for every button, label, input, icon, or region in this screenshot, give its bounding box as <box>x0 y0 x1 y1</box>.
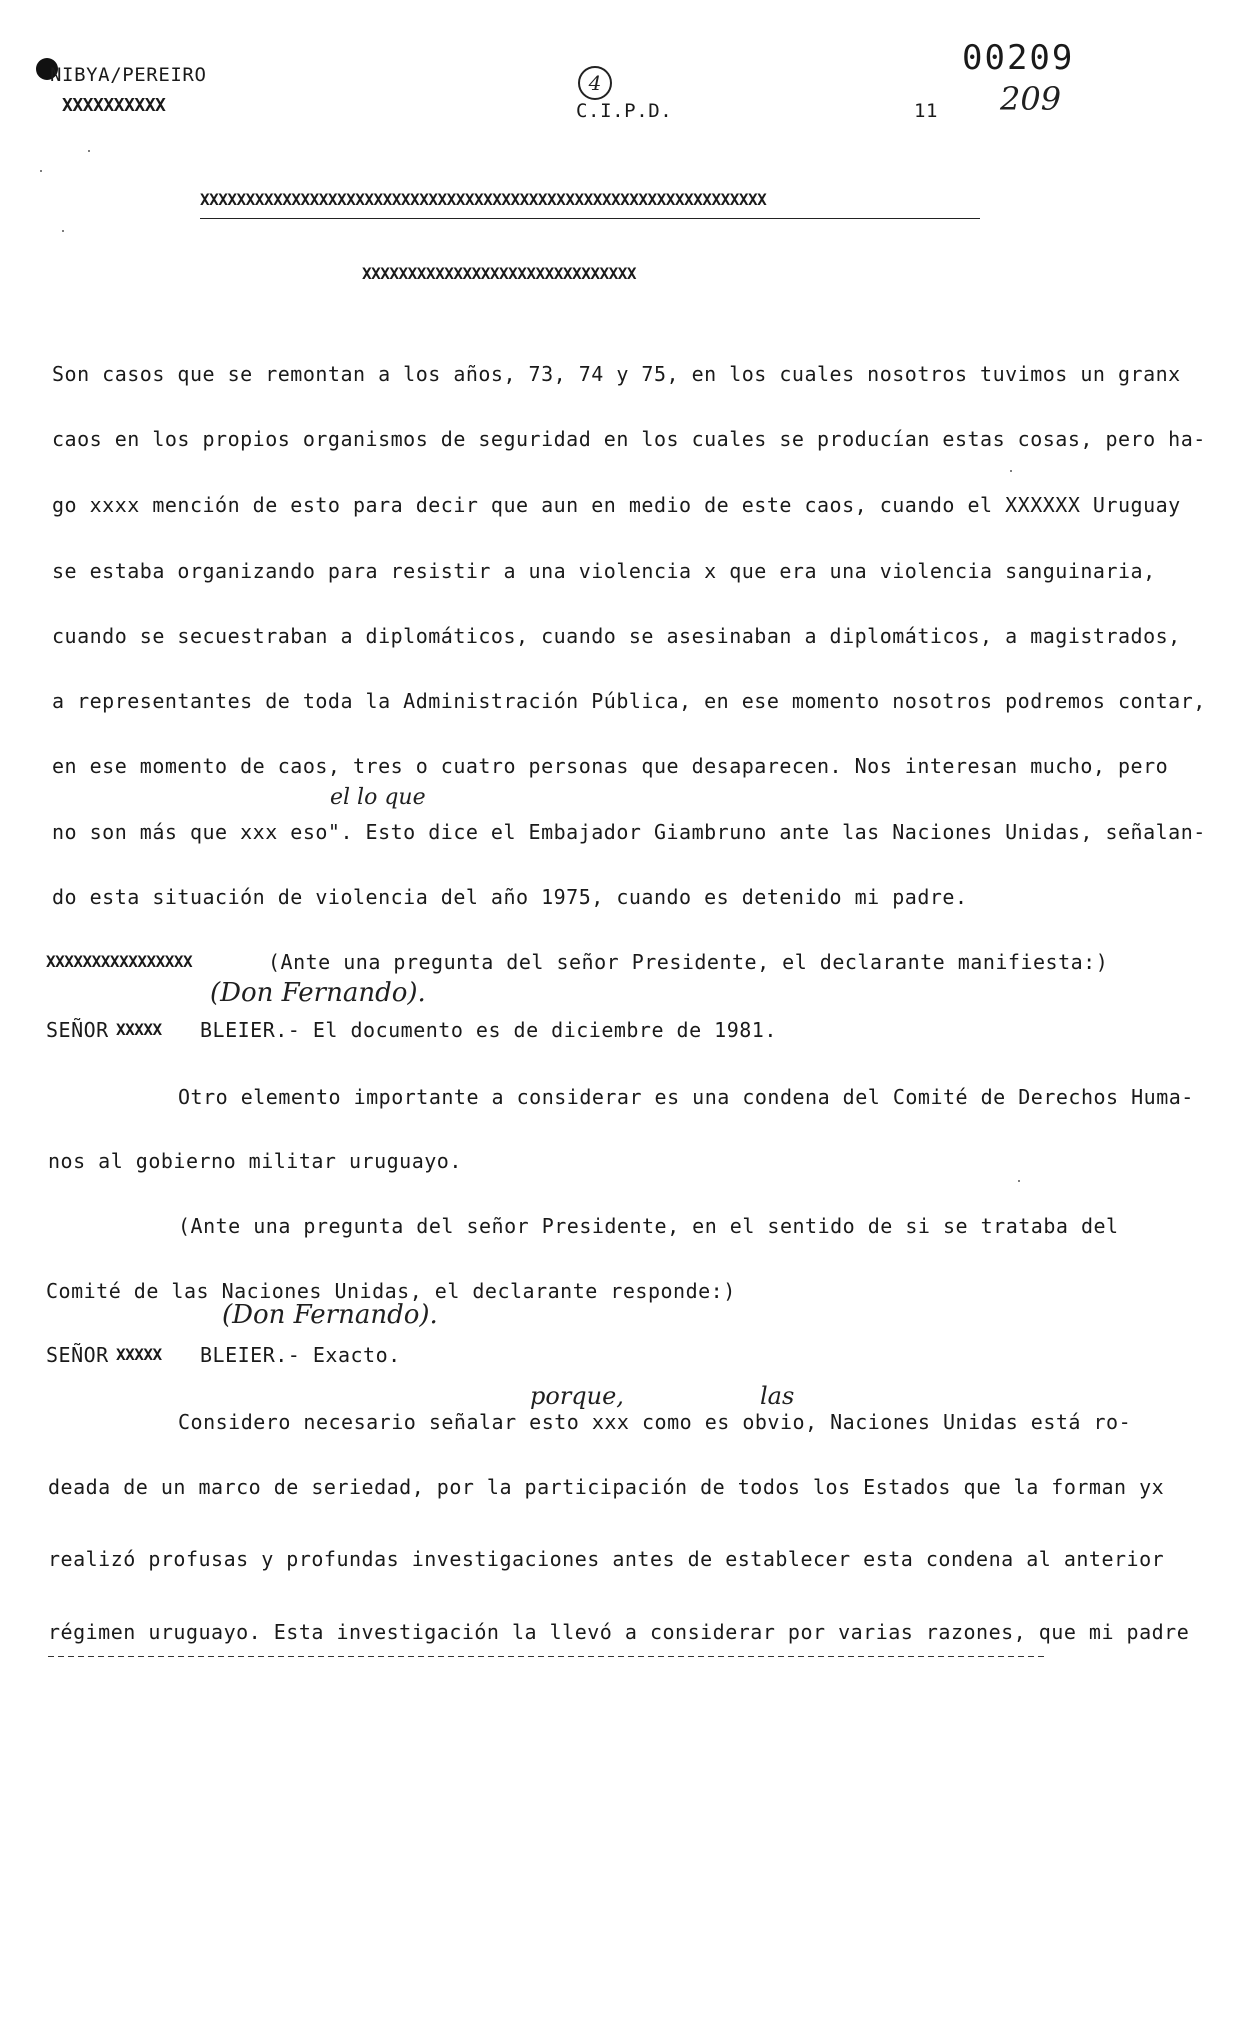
handwritten-insert-2: porque, <box>530 1382 624 1410</box>
text-line-15: Comité de las Naciones Unidas, el declarante responde:) <box>46 1279 736 1303</box>
page-number: 11 <box>914 100 939 122</box>
text-line-11: BLEIER.- El documento es de diciembre de 1981. <box>200 1018 777 1042</box>
struck-speaker-2: XXXXX <box>116 1345 162 1364</box>
text-line-12: Otro elemento importante a considerar es una condena del Comité de Derechos Huma- <box>178 1085 1194 1109</box>
text-line-4: se estaba organizando para resistir a una violencia x que era una violencia sanguinaria, <box>52 559 1156 583</box>
handwritten-name-1: (Don Fernando). <box>210 978 426 1008</box>
struck-author-line: XXXXXXXXXX <box>62 95 166 116</box>
scan-speckle <box>1010 470 1012 472</box>
text-line-17: Considero necesario señalar esto xxx como es obvio, Naciones Unidas está ro- <box>178 1410 1132 1434</box>
text-line-18: deada de un marco de seriedad, por la participación de todos los Estados que la forman yx <box>48 1475 1165 1499</box>
center-code: C.I.P.D. <box>576 100 673 122</box>
struck-title-2: XXXXXXXXXXXXXXXXXXXXXXXXXXXXXX <box>362 264 636 283</box>
text-line-7: en ese momento de caos, tres o cuatro personas que desaparecen. Nos interesan mucho, pero <box>52 754 1169 778</box>
stamp-number: 00209 <box>962 38 1075 78</box>
text-line-13: nos al gobierno militar uruguayo. <box>48 1149 462 1173</box>
text-line-8: no son más que xxx eso". Esto dice el Embajador Giambruno ante las Naciones Unidas, señalan- <box>52 820 1206 844</box>
text-line-3: go xxxx mención de esto para decir que aun en medio de este caos, cuando el XXXXXX Uruguay <box>52 493 1181 517</box>
circled-mark: 4 <box>578 66 612 100</box>
speaker-prefix-2: SEÑOR <box>46 1343 109 1367</box>
scan-speckle <box>62 230 64 232</box>
scan-speckle <box>88 150 90 152</box>
handwritten-name-2: (Don Fernando). <box>222 1300 438 1330</box>
text-line-6: a representantes de toda la Administración Pública, en ese momento nosotros podremos contar, <box>52 689 1206 713</box>
struck-speaker-1: XXXXX <box>116 1020 162 1039</box>
text-line-19: realizó profusas y profundas investigaciones antes de establecer esta condena al anterior <box>48 1547 1165 1571</box>
dashed-footer-rule <box>48 1656 1048 1657</box>
handwritten-insert-1: el lo que <box>330 785 426 810</box>
speaker-prefix-1: SEÑOR <box>46 1018 109 1042</box>
struck-label-1: XXXXXXXXXXXXXXXX <box>46 952 193 971</box>
text-line-14: (Ante una pregunta del señor Presidente, en el sentido de si se trataba del <box>178 1214 1119 1238</box>
text-line-20: régimen uruguayo. Esta investigación la llevó a considerar por varias razones, que mi padre <box>48 1620 1190 1644</box>
text-line-16: BLEIER.- Exacto. <box>200 1343 401 1367</box>
scan-speckle <box>40 170 42 172</box>
text-line-9: do esta situación de violencia del año 1975, cuando es detenido mi padre. <box>52 885 968 909</box>
text-line-2: caos en los propios organismos de seguridad en los cuales se producían estas cosas, pero ha- <box>52 427 1206 451</box>
text-line-10: (Ante una pregunta del señor Presidente, el declarante manifiesta:) <box>268 950 1109 974</box>
handwritten-number: 209 <box>1000 80 1062 118</box>
author-line: NIBYA/PEREIRO <box>50 64 207 86</box>
text-line-1: Son casos que se remontan a los años, 73, 74 y 75, en los cuales nosotros tuvimos un granx <box>52 362 1181 386</box>
struck-title-1: XXXXXXXXXXXXXXXXXXXXXXXXXXXXXXXXXXXXXXXXXXXXXXXXXXXXXXXXXXXXXX <box>200 190 767 209</box>
scan-speckle <box>1018 1180 1020 1182</box>
text-line-5: cuando se secuestraban a diplomáticos, cuando se asesinaban a diplomáticos, a magistrados, <box>52 624 1181 648</box>
title-underline <box>200 218 980 219</box>
handwritten-insert-3: las <box>760 1382 795 1410</box>
